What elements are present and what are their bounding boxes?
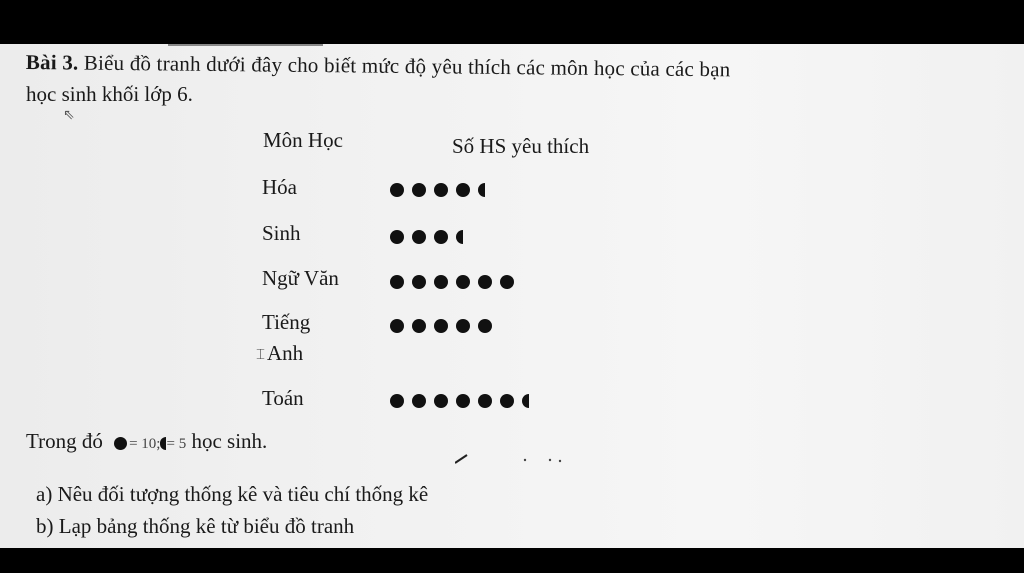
problem-statement-line1 bbox=[26, 50, 731, 82]
mouse-cursor-icon: ⇖ bbox=[63, 107, 75, 123]
header-count: Số HS yêu thích bbox=[452, 134, 590, 158]
subject-hoa: Hóa bbox=[262, 175, 297, 199]
full-dot-icon bbox=[390, 230, 404, 244]
half-dot-icon bbox=[522, 394, 529, 408]
full-dot-icon bbox=[390, 394, 404, 408]
legend-prefix: Trong đó bbox=[26, 429, 103, 453]
pictogram-row-sinh bbox=[390, 228, 463, 248]
half-dot-icon bbox=[478, 183, 485, 197]
full-dot-icon bbox=[456, 183, 470, 197]
pictogram-row-tieng-anh bbox=[390, 317, 500, 337]
question-b: b) Lạp bảng thống kê từ biểu đồ tranh bbox=[36, 514, 355, 538]
full-dot-icon bbox=[412, 275, 426, 289]
full-dot-icon bbox=[456, 319, 470, 333]
legend-suffix: học sinh. bbox=[191, 429, 268, 453]
divider bbox=[168, 44, 323, 46]
pictogram-row-toan bbox=[390, 392, 529, 412]
problem-number: Bài 3. bbox=[25, 50, 79, 75]
full-dot-icon bbox=[456, 394, 470, 408]
full-dot-icon bbox=[478, 394, 492, 408]
full-dot-icon bbox=[390, 319, 404, 333]
full-dot-icon bbox=[478, 275, 492, 289]
subject-sinh: Sinh bbox=[262, 221, 301, 245]
full-dot-icon bbox=[114, 437, 127, 450]
full-dot-icon bbox=[390, 183, 404, 197]
worksheet-page bbox=[0, 44, 1024, 548]
subject-toan: Toán bbox=[262, 386, 304, 410]
problem-statement-line2: học sinh khối lớp 6. bbox=[26, 82, 193, 106]
pictogram-row-ngu-van bbox=[390, 273, 522, 293]
full-dot-icon bbox=[500, 394, 514, 408]
full-dot-icon bbox=[434, 183, 448, 197]
half-dot-icon bbox=[456, 230, 463, 244]
full-dot-icon bbox=[434, 230, 448, 244]
question-a: a) Nêu đối tượng thống kê và tiêu chí thống kê bbox=[36, 482, 429, 506]
full-dot-icon bbox=[500, 275, 514, 289]
legend bbox=[26, 429, 267, 454]
full-dot-icon bbox=[412, 394, 426, 408]
header-subject: Môn Học bbox=[263, 128, 343, 152]
legend-half-value: = 5 bbox=[166, 436, 187, 452]
full-dot-icon bbox=[412, 319, 426, 333]
pictogram-row-hoa bbox=[390, 181, 485, 201]
full-dot-icon bbox=[412, 230, 426, 244]
full-dot-icon bbox=[434, 319, 448, 333]
full-dot-icon bbox=[412, 183, 426, 197]
subject-tieng-anh-line2: Anh bbox=[267, 341, 304, 365]
full-dot-icon bbox=[456, 275, 470, 289]
full-dot-icon bbox=[434, 394, 448, 408]
pen-mark bbox=[455, 447, 575, 467]
subject-ngu-van: Ngữ Văn bbox=[262, 266, 339, 290]
problem-text: Biểu đồ tranh dưới đây cho biết mức độ yêu thích các môn học của các bạn bbox=[83, 50, 731, 82]
legend-full-value: = 10; bbox=[129, 436, 161, 452]
text-cursor-icon: ⌶ bbox=[256, 345, 266, 363]
full-dot-icon bbox=[390, 275, 404, 289]
subject-tieng-anh-line1: Tiếng bbox=[262, 310, 311, 334]
full-dot-icon bbox=[478, 319, 492, 333]
full-dot-icon bbox=[434, 275, 448, 289]
